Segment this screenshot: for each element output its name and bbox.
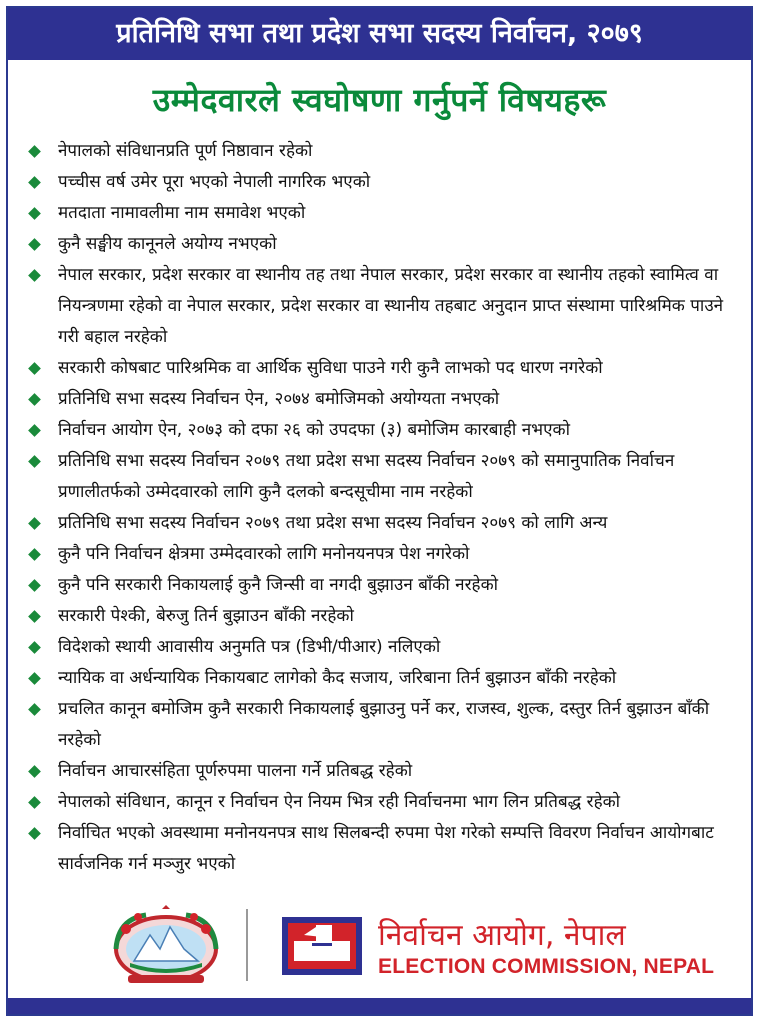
diamond-bullet-icon xyxy=(28,765,41,778)
list-item xyxy=(24,694,748,756)
list-item xyxy=(24,167,748,198)
list-item-text: प्रतिनिधि सभा सदस्य निर्वाचन २०७९ तथा प्रदेश सभा सदस्य निर्वाचन २०७९ को लागि अन्य xyxy=(58,513,608,533)
diamond-bullet-icon xyxy=(28,703,41,716)
diamond-bullet-icon xyxy=(28,393,41,406)
diamond-bullet-icon xyxy=(28,455,41,468)
list-item-text: कुनै पनि निर्वाचन क्षेत्रमा उम्मेदवारको लागि मनोनयनपत्र पेश नगरेको xyxy=(58,544,470,564)
diamond-bullet-icon xyxy=(28,827,41,840)
diamond-bullet-icon xyxy=(28,145,41,158)
list-item xyxy=(24,787,748,818)
list-item xyxy=(24,446,748,508)
list-item xyxy=(24,136,748,167)
diamond-bullet-icon xyxy=(28,176,41,189)
list-item xyxy=(24,818,748,880)
diamond-bullet-icon xyxy=(28,641,41,654)
declaration-list xyxy=(24,136,748,880)
list-item xyxy=(24,353,748,384)
poster-frame xyxy=(6,6,753,1016)
list-item xyxy=(24,663,748,694)
diamond-bullet-icon xyxy=(28,269,41,282)
list-item-text: न्यायिक वा अर्धन्यायिक निकायबाट लागेको कैद सजाय, जरिबाना तिर्न बुझाउन बाँकी नरहेको xyxy=(58,668,617,688)
list-item-text: सरकारी कोषबाट पारिश्रमिक वा आर्थिक सुविधा पाउने गरी कुनै लाभको पद धारण नगरेको xyxy=(58,358,603,378)
list-item-text: नेपालको संविधानप्रति पूर्ण निष्ठावान रहेको xyxy=(58,141,313,161)
list-item xyxy=(24,539,748,570)
list-item-text: कुनै पनि सरकारी निकायलाई कुनै जिन्सी वा नगदी बुझाउन बाँकी नरहेको xyxy=(58,575,499,595)
list-item-text: मतदाता नामावलीमा नाम समावेश भएको xyxy=(58,203,306,223)
list-item-text: प्रतिनिधि सभा सदस्य निर्वाचन २०७९ तथा प्रदेश सभा सदस्य निर्वाचन २०७९ को समानुपातिक निर्वाचन प्रणालीतर्फको उम्मेदवारको लागि कुनै दलको बन्दसूचीमा नाम नरहेको xyxy=(58,451,675,502)
footer xyxy=(8,903,751,981)
diamond-bullet-icon xyxy=(28,610,41,623)
header-banner: प्रतिनिधि सभा तथा प्रदेश सभा सदस्य निर्वाचन, २०७९ xyxy=(8,8,751,60)
diamond-bullet-icon xyxy=(28,362,41,375)
page-subtitle: उम्मेदवारले स्वघोषणा गर्नुपर्ने विषयहरू xyxy=(152,81,607,119)
list-item-text: निर्वाचन आयोग ऐन, २०७३ को दफा २६ को उपदफा (३) बमोजिम कारबाही नभएको xyxy=(58,420,570,440)
list-item-text: नेपाल सरकार, प्रदेश सरकार वा स्थानीय तह तथा नेपाल सरकार, प्रदेश सरकार वा स्थानीय तहको स्वामित्व वा नियन्त्रणमा रहेको वा नेपाल सरकार, प्रदेश सरकार वा स्थानीय तहबाट अनुदान प्राप्त संस्थामा पारिश्रमिक पाउने गरी बहाल नरहेको xyxy=(58,265,724,347)
diamond-bullet-icon xyxy=(28,796,41,809)
list-item-text: कुनै सङ्घीय कानूनले अयोग्य नभएको xyxy=(58,234,277,254)
footer-divider xyxy=(246,909,248,981)
diamond-bullet-icon xyxy=(28,517,41,530)
list-item-text: प्रतिनिधि सभा सदस्य निर्वाचन ऐन, २०७४ बमोजिमको अयोग्यता नभएको xyxy=(58,389,500,409)
diamond-bullet-icon xyxy=(28,548,41,561)
list-item-text: पच्चीस वर्ष उमेर पूरा भएको नेपाली नागरिक भएको xyxy=(58,172,371,192)
diamond-bullet-icon xyxy=(28,672,41,685)
nepal-emblem-icon xyxy=(108,905,224,985)
list-item xyxy=(24,601,748,632)
diamond-bullet-icon xyxy=(28,424,41,437)
list-item xyxy=(24,198,748,229)
list-item xyxy=(24,570,748,601)
org-name-english: ELECTION COMMISSION, NEPAL xyxy=(378,955,715,978)
list-item-text: निर्वाचन आचारसंहिता पूर्णरुपमा पालना गर्ने प्रतिबद्ध रहेको xyxy=(58,761,413,781)
diamond-bullet-icon xyxy=(28,207,41,220)
diamond-bullet-icon xyxy=(28,579,41,592)
org-name-nepali: निर्वाचन आयोग, नेपाल xyxy=(378,918,626,953)
list-item xyxy=(24,632,748,663)
list-item xyxy=(24,756,748,787)
diamond-bullet-icon xyxy=(28,238,41,251)
list-item xyxy=(24,229,748,260)
list-item-text: नेपालको संविधान, कानून र निर्वाचन ऐन नियम भित्र रही निर्वाचनमा भाग लिन प्रतिबद्ध रहेको xyxy=(58,792,621,812)
list-item xyxy=(24,260,748,353)
list-item-text: विदेशको स्थायी आवासीय अनुमति पत्र (डिभी/पीआर) नलिएको xyxy=(58,637,441,657)
list-item-text: प्रचलित कानून बमोजिम कुनै सरकारी निकायलाई बुझाउनु पर्ने कर, राजस्व, शुल्क, दस्तुर तिर्न बुझाउन बाँकी नरहेको xyxy=(58,699,710,750)
list-item xyxy=(24,415,748,446)
election-commission-logo-icon xyxy=(282,917,362,975)
bottom-bar xyxy=(8,998,751,1014)
list-item-text: निर्वाचित भएको अवस्थामा मनोनयनपत्र साथ सिलबन्दी रुपमा पेश गरेको सम्पत्ति विवरण निर्वाचन आयोगबाट सार्वजनिक गर्न मञ्जुर भएको xyxy=(58,823,714,874)
list-item xyxy=(24,508,748,539)
list-item xyxy=(24,384,748,415)
list-item-text: सरकारी पेश्की, बेरुजु तिर्न बुझाउन बाँकी नरहेको xyxy=(58,606,354,626)
